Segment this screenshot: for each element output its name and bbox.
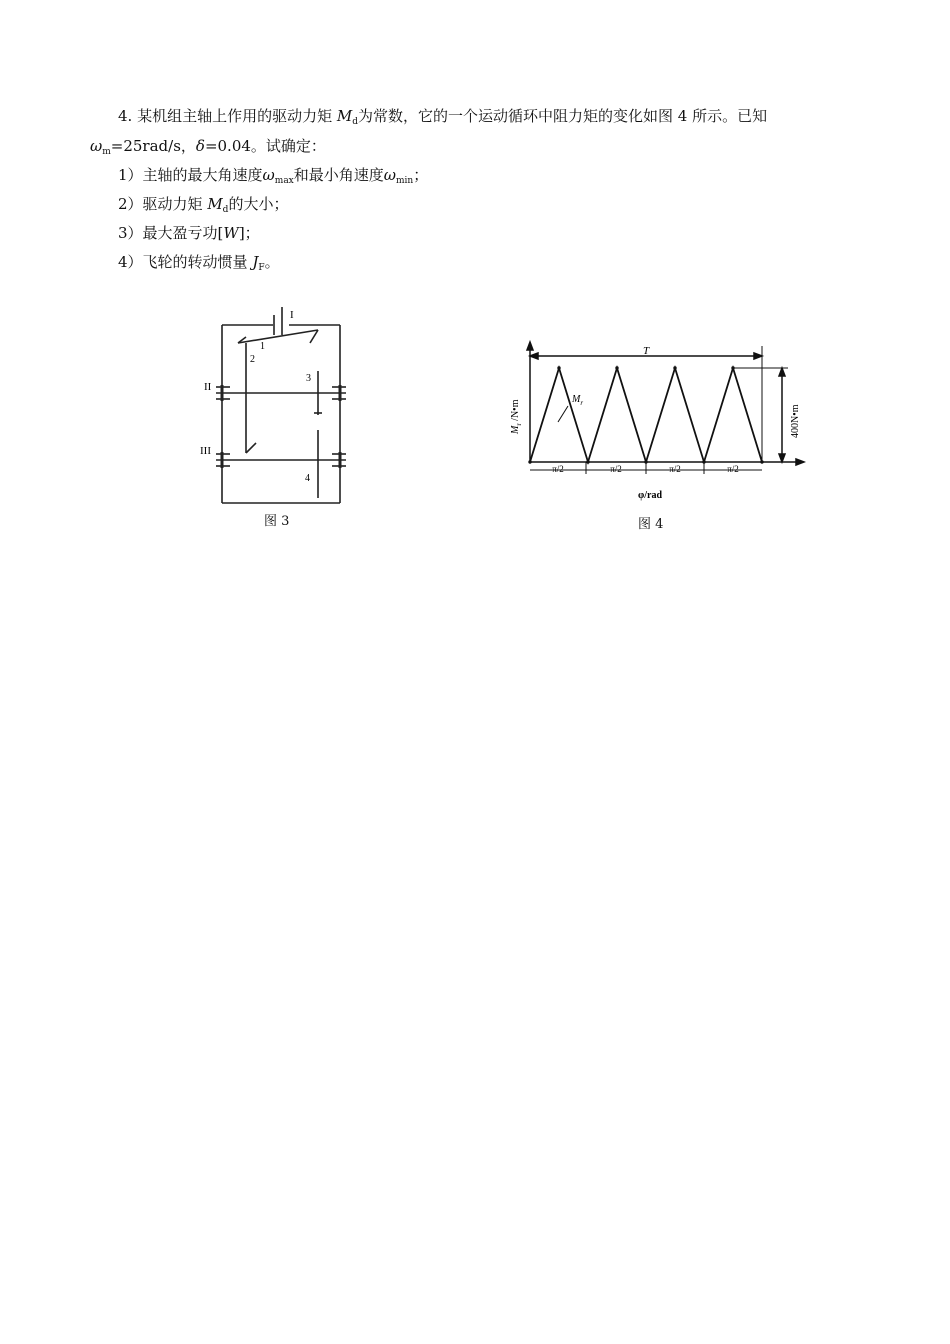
data-point [703, 461, 705, 463]
data-point [558, 367, 560, 369]
symbol-J: J [252, 253, 259, 271]
problem-line-1 [118, 106, 863, 126]
label-gear-3: 3 [306, 373, 311, 384]
text-segment: ； [413, 166, 429, 184]
subscript-max: max [274, 176, 294, 186]
text-segment: 和最小角速度 [293, 166, 384, 184]
data-point [732, 367, 734, 369]
data-point [587, 461, 589, 463]
y-axis-label-unit: /N•m [510, 399, 521, 424]
y-axis-label [510, 399, 523, 435]
symbol-W: W [223, 224, 239, 242]
y-axis-label-symbol: M [510, 425, 521, 434]
subscript-F: F [258, 263, 265, 273]
subscript-min: min [396, 176, 414, 186]
text-segment: 4）飞轮的转动惯量 [118, 253, 253, 271]
text-segment: ]； [238, 224, 260, 242]
symbol-delta: δ [195, 137, 205, 155]
segment-label: π/2 [669, 464, 681, 474]
question-item-4 [118, 252, 280, 272]
label-shaft-II: II [204, 381, 212, 393]
label-gear-1: 1 [260, 341, 265, 352]
symbol-omega: ω [90, 137, 103, 155]
label-gear-4: 4 [305, 473, 310, 484]
symbol-omega: ω [383, 166, 397, 184]
data-point [761, 461, 763, 463]
text-segment: =0.04。试确定： [204, 137, 326, 155]
segment-label: π/2 [727, 464, 739, 474]
torque-chart [494, 330, 806, 510]
symbol-M: M [207, 195, 223, 213]
text-segment: 。 [264, 253, 280, 271]
label-shaft-I: I [290, 309, 294, 321]
symbol-M: M [336, 107, 353, 125]
text-segment: 1）主轴的最大角速度 [118, 166, 263, 184]
text-segment: 2）驱动力矩 [118, 195, 208, 213]
text-segment: 为常数，它的一个运动循环中阻力矩的变化如图 4 所示。已知 [357, 107, 768, 125]
data-point [529, 461, 531, 463]
peak-value-label: 400N•m [790, 404, 801, 438]
data-point [616, 367, 618, 369]
question-item-3 [118, 223, 260, 243]
x-axis-label: φ/rad [637, 490, 663, 501]
label-Mr-main: M [572, 394, 581, 405]
text-segment: 3）最大盈亏功[ [118, 224, 224, 242]
figure-3-caption: 图 3 [264, 514, 290, 529]
segment-label: π/2 [610, 464, 622, 474]
problem-line-2 [90, 136, 326, 156]
label-Mr-sub: r [580, 399, 584, 407]
series-line-Mr [530, 368, 762, 462]
question-item-2 [118, 194, 288, 214]
text-segment: =25rad/s， [110, 137, 196, 155]
subscript-d: d [352, 117, 358, 127]
segment-label: π/2 [552, 464, 564, 474]
subscript-d: d [222, 205, 229, 215]
figure-4-caption: 图 4 [638, 517, 664, 532]
label-T: T [642, 345, 650, 357]
label-gear-2: 2 [250, 354, 255, 365]
text-segment: 的大小； [228, 195, 289, 213]
data-point [645, 461, 647, 463]
subscript-m: m [102, 147, 111, 157]
label-Mr [571, 394, 583, 407]
gear-train-diagram [198, 305, 358, 510]
symbol-omega: ω [262, 166, 275, 184]
y-axis-label-sub: r [515, 423, 523, 426]
label-shaft-III: III [200, 445, 211, 457]
text-segment: 4. 某机组主轴上作用的驱动力矩 [118, 107, 337, 125]
data-point [674, 367, 676, 369]
question-item-1 [118, 165, 428, 185]
